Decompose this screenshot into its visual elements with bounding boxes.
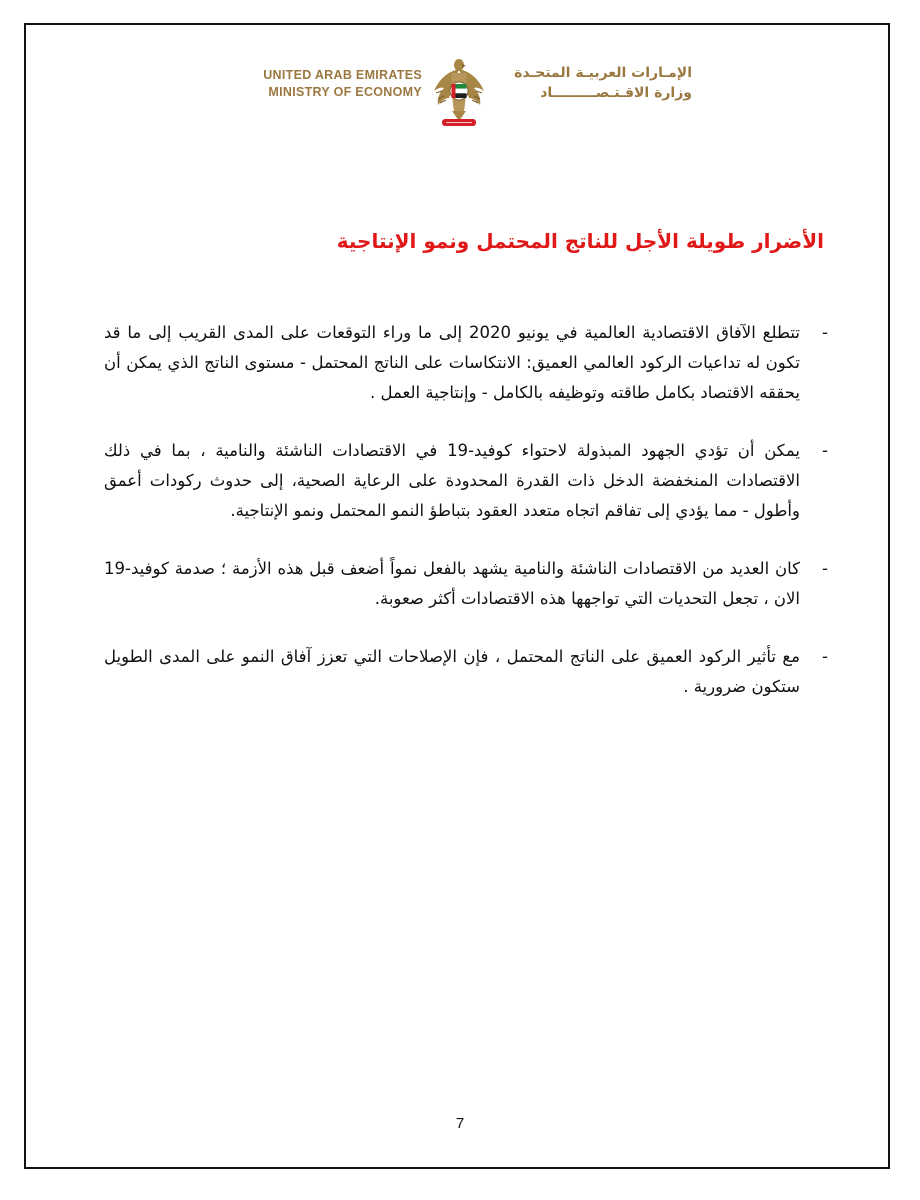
bullet-paragraph-4 xyxy=(104,642,828,702)
letterhead-arabic xyxy=(492,63,692,103)
paragraph-text: تتطلع الآفاق الاقتصادية العالمية في يونيو 2020 إلى ما وراء التوقعات على المدى القريب إلى ما قد تكون له تداعيات الركود العالمي العميق: الانتكاسات على الناتج المحتمل - مستوى الناتج الذي يمكن أن يحققه الاقتصاد بكامل طاقته وتوظيفه بالكامل - وإنتاجية العمل . xyxy=(104,323,801,402)
bullet-paragraph-1 xyxy=(104,318,828,408)
bullet-dash: - xyxy=(822,559,828,578)
letterhead-country-en: UNITED ARAB EMIRATES xyxy=(263,68,422,82)
paragraph-text: كان العديد من الاقتصادات الناشئة والنامية يشهد بالفعل نمواً أضعف قبل هذه الأزمة ؛ صدمة كوفيد-19 الان ، تجعل التحديات التي تواجهها هذه الاقتصادات أكثر صعوبة. xyxy=(104,559,800,608)
document-body xyxy=(104,318,828,730)
letterhead-country-ar: الإمـارات العربيـة المتحـدة xyxy=(514,65,692,81)
bullet-dash: - xyxy=(822,441,828,460)
paragraph-text: يمكن أن تؤدي الجهود المبذولة لاحتواء كوفيد-19 في الاقتصادات الناشئة والنامية ، بما في ذلك الاقتصادات المنخفضة الدخل ذات القدرة المحدودة على الرعاية الصحية، إلى حدوث ركودات أعمق وأطول - مما يؤدي إلى تفاقم اتجاه متعدد العقود بتباطؤ النمو المحتمل ونمو الإنتاجية. xyxy=(104,441,801,520)
uae-falcon-emblem-icon xyxy=(428,55,490,131)
letterhead xyxy=(0,55,920,135)
letterhead-ministry-ar: وزارة الاقـتـصـــــــــاد xyxy=(540,85,692,101)
bullet-paragraph-3 xyxy=(104,554,828,614)
bullet-dash: - xyxy=(822,647,828,666)
bullet-paragraph-2 xyxy=(104,436,828,526)
paragraph-text: مع تأثير الركود العميق على الناتج المحتمل ، فإن الإصلاحات التي تعزز آفاق النمو على المدى الطويل ستكون ضرورية . xyxy=(104,647,800,696)
letterhead-english xyxy=(232,67,422,101)
page-number: 7 xyxy=(455,1115,465,1132)
bullet-dash: - xyxy=(822,323,828,342)
document-title: الأضرار طويلة الأجل للناتج المحتمل ونمو الإنتاجية xyxy=(336,229,824,253)
letterhead-ministry-en: MINISTRY OF ECONOMY xyxy=(268,85,422,99)
